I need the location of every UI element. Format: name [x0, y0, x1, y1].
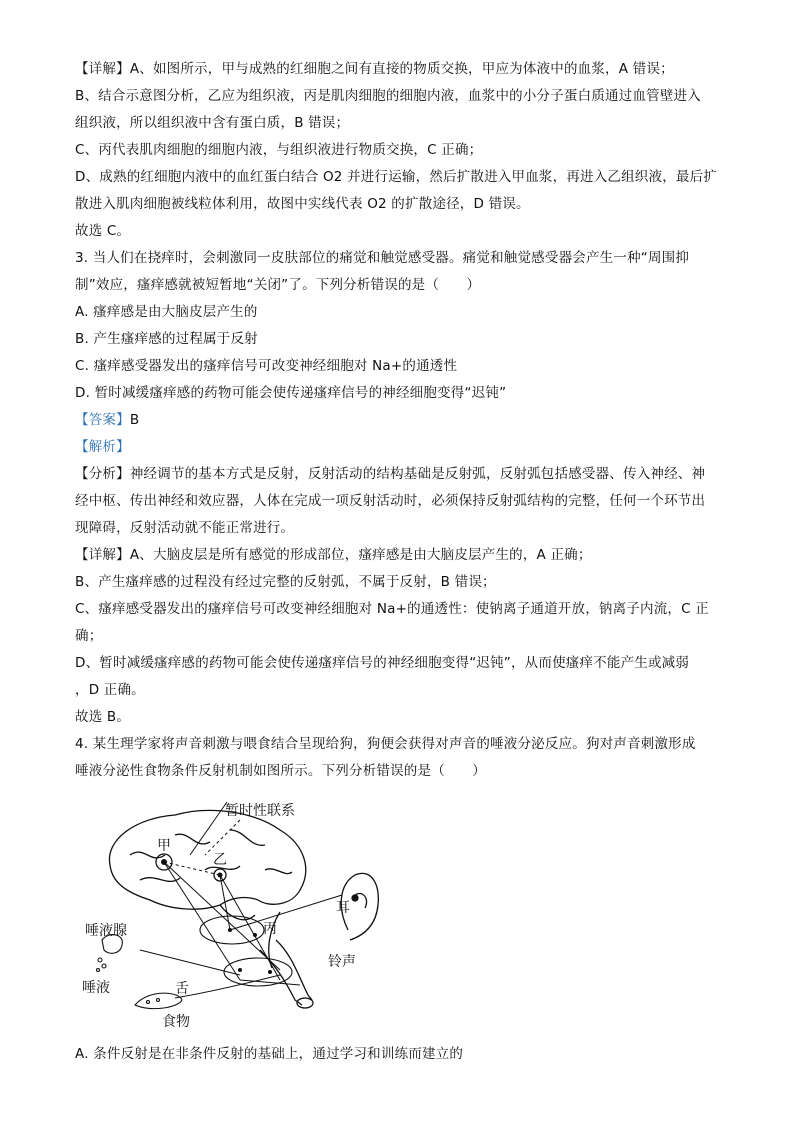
answer-value: B [129, 412, 140, 428]
q3-stem-line1: 3. 当人们在挠痒时，会刺激同一皮肤部位的痛觉和触觉感受器。痛觉和触觉感受器会产生一种“周围抑 [75, 250, 690, 266]
q3-option-b: B. 产生瘙痒感的过程属于反射 [75, 331, 258, 347]
detail-tag: 【详解】 [75, 61, 130, 77]
label-jia: 甲 [157, 838, 171, 854]
q2-detail-a: 【详解】A、如图所示，甲与成熟的红细胞之间有直接的物质交换，甲应为体液中的血浆，A 错误； [75, 61, 674, 77]
q3-answer [75, 411, 725, 429]
label-ear: 耳 [336, 900, 350, 916]
label-salivary-gland: 唾液腺 [85, 923, 127, 939]
q3-fenxi-line1: 【分析】神经调节的基本方式是反射，反射活动的结构基础是反射弧，反射弧包括感受器、传入神经、神 [75, 466, 706, 482]
q3-analysis-tag: 【解析】 [75, 439, 130, 455]
q2-detail-d-line2: 散进入肌肉细胞被线粒体利用，故图中实线代表 O2 的扩散途径，D 错误。 [75, 196, 530, 212]
q2-detail-d-line1: D、成熟的红细胞内液中的血红蛋白结合 O2 并进行运输，然后扩散进入甲血浆，再进入乙组织液，最后扩 [75, 169, 717, 185]
q3-fenxi-line3: 现障碍，反射活动就不能正常进行。 [75, 520, 295, 536]
label-food: 食物 [162, 1014, 190, 1030]
label-tongue: 舌 [175, 981, 189, 997]
q2-detail-b-line1: B、结合示意图分析，乙应为组织液，丙是肌肉细胞的细胞内液，血浆中的小分子蛋白质通过血管壁进入 [75, 88, 701, 104]
brain-outline [109, 810, 305, 968]
q2-detail-c: C、丙代表肌肉细胞的细胞内液，与组织液进行物质交换，C 正确； [75, 142, 483, 158]
q3-detail-c-line2: 确； [75, 628, 103, 644]
q3-option-d: D. 暂时减缓瘙痒感的药物可能会使传递瘙痒信号的神经细胞变得“迟钝” [75, 385, 507, 401]
q3-detail-c-line1: C、瘙痒感受器发出的瘙痒信号可改变神经细胞对 Na+的通透性：使钠离子通道开放，钠离子内流，C 正 [75, 601, 709, 617]
salivary-gland-icon [97, 935, 123, 972]
q2-choice: 故选 C。 [75, 223, 131, 239]
q3-fenxi-line2: 经中枢、传出神经和效应器，人体在完成一项反射活动时，必须保持反射弧结构的完整，任何一个环节出 [75, 493, 706, 509]
q3-detail-a: 【详解】A、大脑皮层是所有感觉的形成部位，瘙痒感是由大脑皮层产生的，A 正确； [75, 547, 592, 563]
label-temporary-link: 暂时性联系 [225, 803, 295, 819]
q2-detail-b-line2: 组织液，所以组织液中含有蛋白质，B 错误； [75, 115, 350, 131]
q4-option-a: A. 条件反射是在非条件反射的基础上，通过学习和训练而建立的 [75, 1046, 464, 1062]
q3-detail-d-line1: D、暂时减缓瘙痒感的药物可能会使传递瘙痒信号的神经细胞变得“迟钝”，从而使瘙痒不能产生或减弱 [75, 655, 690, 671]
brainstem [260, 940, 313, 1008]
q4-stem-line2: 唾液分泌性食物条件反射机制如图所示。下列分析错误的是（ ） [75, 763, 486, 779]
answer-tag: 【答案】 [75, 412, 130, 428]
label-bell: 铃声 [328, 954, 356, 970]
label-yi: 乙 [213, 852, 227, 868]
q3-stem-line2: 制”效应，瘙痒感就被短暂地“关闭”了。下列分析错误的是（ ） [75, 277, 481, 293]
q3-detail-d-line2: ，D 正确。 [75, 682, 145, 698]
q3-detail-b: B、产生瘙痒感的过程没有经过完整的反射弧，不属于反射，B 错误； [75, 574, 496, 590]
fenxi-tag: 【分析】 [75, 466, 130, 482]
reflex-diagram [80, 800, 440, 1035]
q3-choice: 故选 B。 [75, 709, 131, 725]
detail-tag: 【详解】 [75, 547, 130, 563]
q4-stem-line1: 4. 某生理学家将声音刺激与喂食结合呈现给狗，狗便会获得对声音的唾液分泌反应。狗对声音刺激形成 [75, 736, 696, 752]
q3-option-a: A. 瘙痒感是由大脑皮层产生的 [75, 304, 258, 320]
q3-option-c: C. 瘙痒感受器发出的瘙痒信号可改变神经细胞对 Na+的通透性 [75, 358, 458, 374]
label-bing: 丙 [263, 921, 277, 937]
label-saliva: 唾液 [82, 980, 110, 996]
